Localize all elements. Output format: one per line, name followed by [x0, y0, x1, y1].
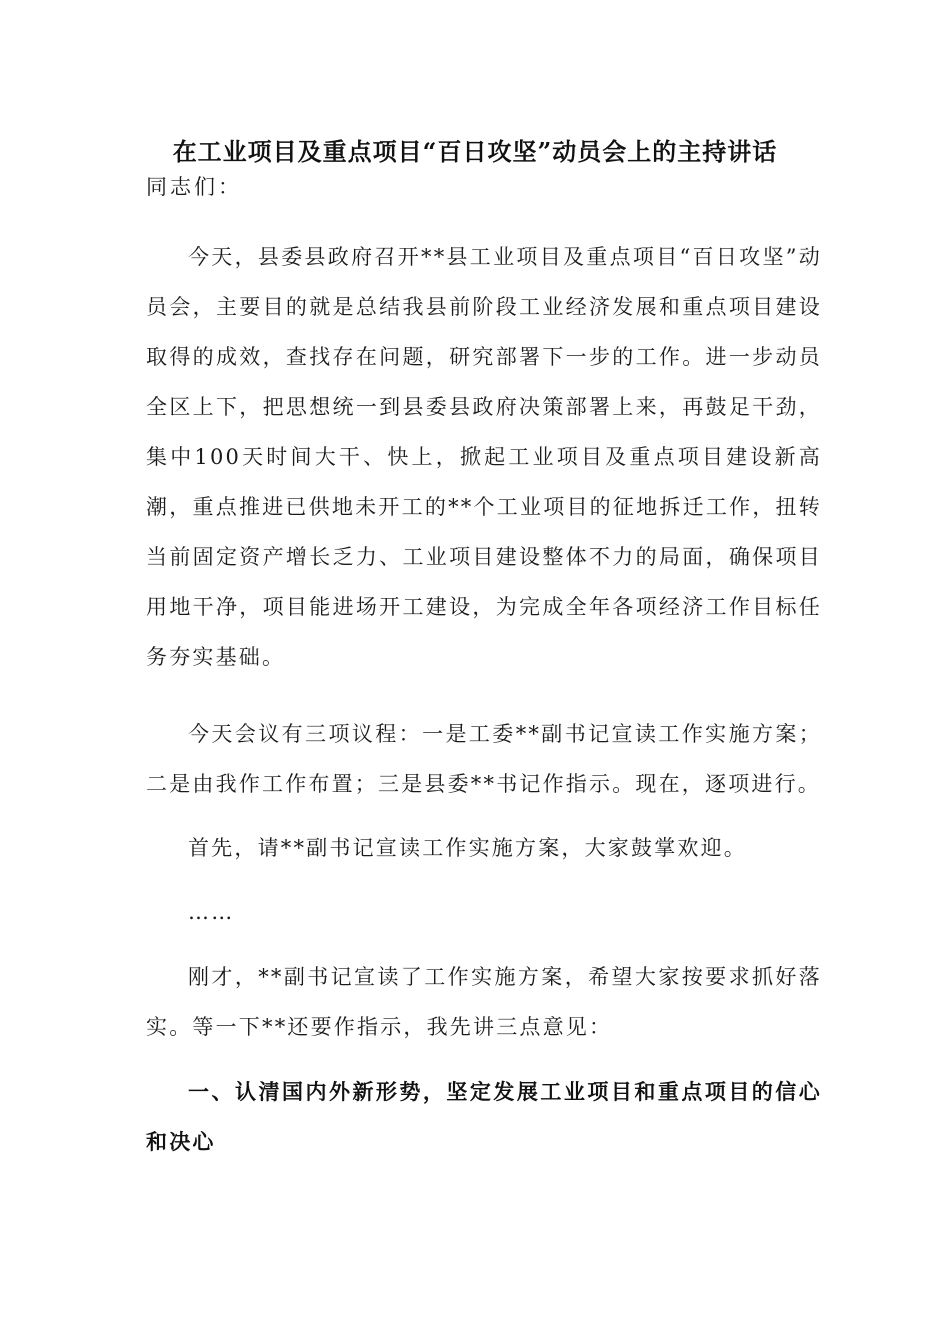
document-title: 在工业项目及重点项目“百日攻坚”动员会上的主持讲话	[172, 137, 778, 166]
paragraph-first-item: 首先，请**副书记宣读工作实施方案，大家鼓掌欢迎。	[188, 836, 747, 860]
salutation: 同志们：	[146, 175, 242, 199]
paragraph-remarks: 刚才，**副书记宣读了工作实施方案，希望大家按要求抓好落实。等一下**还要作指示，我先讲三点意见：	[146, 965, 822, 1039]
paragraph-opening: 今天，县委县政府召开**县工业项目及重点项目“百日攻坚”动员会，主要目的就是总结我县前阶段工业经济发展和重点项目建设取得的成效，查找存在问题，研究部署下一步的工作。进一步动员全区上下，把思想统一到县委县政府决策部署上来，再鼓足干劲，集中100天时间大干、快上，掀起工业项目及重点项目建设新高潮，重点推进已供地未开工的**个工业项目的征地拆迁工作，扭转当前固定资产增长乏力、工业项目建设整体不力的局面，确保项目用地干净，项目能进场开工建设，为完成全年各项经济工作目标任务夯实基础。	[146, 245, 822, 669]
section-heading: 一、认清国内外新形势，坚定发展工业项目和重点项目的信心和决心	[146, 1079, 822, 1154]
paragraph-agenda: 今天会议有三项议程：一是工委**副书记宣读工作实施方案；二是由我作工作布置；三是县委**书记作指示。现在，逐项进行。	[146, 722, 822, 796]
paragraph-ellipsis: ……	[188, 900, 235, 924]
